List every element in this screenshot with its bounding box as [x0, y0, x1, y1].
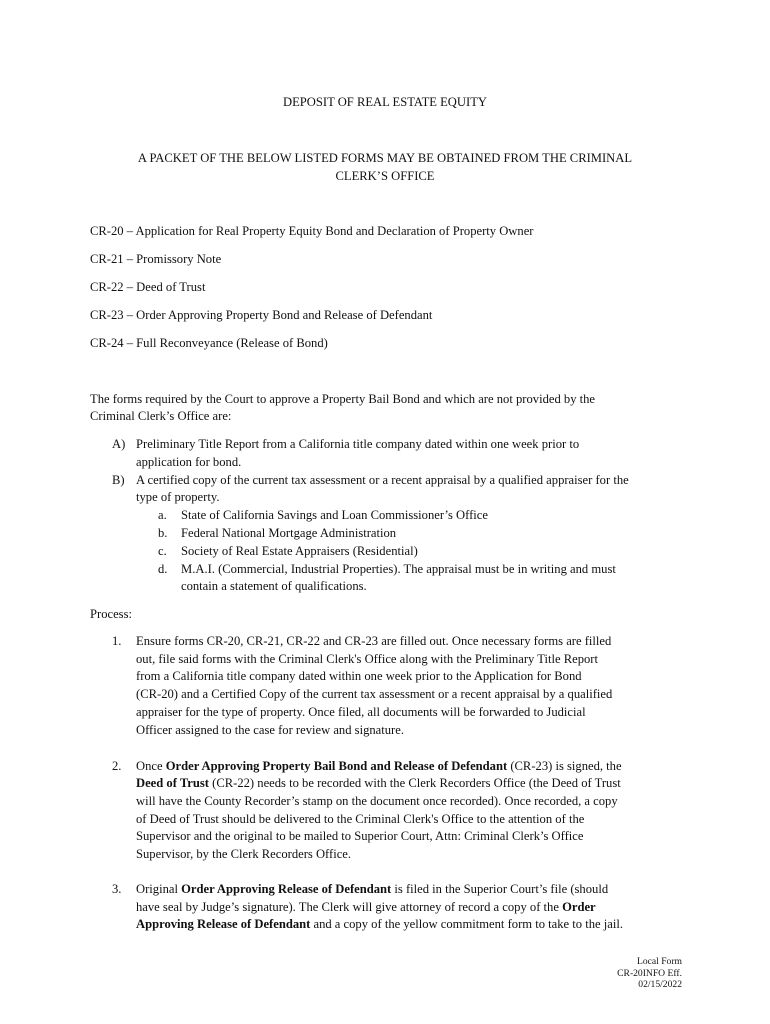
- step-2-line6: Supervisor, by the Clerk Recorders Office.: [136, 847, 352, 861]
- step-1-line6: Officer assigned to the case for review and signature.: [136, 723, 404, 737]
- required-item-a-line2: application for bond.: [136, 455, 242, 469]
- packet-notice-line2: CLERK’S OFFICE: [335, 169, 435, 183]
- order-approving-release-bold: Order Approving Release of Defendant: [181, 882, 392, 896]
- order-approving-bond-bold: Order Approving Property Bail Bond and Release of Defendant: [165, 759, 508, 773]
- step-2-line4: of Deed of Trust should be delivered to the Criminal Clerk's Office to the attention of the: [136, 812, 585, 826]
- required-marker-b: B): [112, 473, 125, 487]
- footer-line3: 02/15/2022: [638, 979, 682, 990]
- required-marker-a: A): [112, 437, 126, 451]
- step-1-line2: out, file said forms with the Criminal Clerk's Office along with the Preliminary Title Report: [136, 652, 598, 666]
- step-1-line1: Ensure forms CR-20, CR-21, CR-22 and CR-23 are filled out. Once necessary forms are filled: [136, 634, 612, 648]
- page-title: DEPOSIT OF REAL ESTATE EQUITY: [283, 95, 487, 109]
- step-3-line1: Original Order Approving Release of Defendant is filed in the Superior Court’s file (should: [136, 882, 609, 896]
- step-3-line3: Approving Release of Defendant and a copy of the yellow commitment form to take to the jail.: [136, 917, 623, 931]
- sub-marker-d: d.: [158, 562, 168, 576]
- footer-line2: CR-20INFO Eff.: [617, 967, 682, 979]
- form-item-cr24: CR-24 – Full Reconveyance (Release of Bond): [90, 336, 328, 350]
- required-item-a-line1: Preliminary Title Report from a California title company dated within one week prior to: [136, 437, 580, 451]
- step-1-line4: (CR-20) and a Certified Copy of the current tax assessment or a recent appraisal by a qualified: [136, 687, 613, 701]
- step-2-line2: Deed of Trust (CR-22) needs to be recorded with the Clerk Recorders Office (the Deed of Trust: [136, 776, 621, 790]
- sub-item-d-line1: M.A.I. (Commercial, Industrial Properties). The appraisal must be in writing and must: [181, 562, 616, 576]
- sub-item-a: State of California Savings and Loan Commissioner’s Office: [181, 508, 488, 522]
- sub-item-b: Federal National Mortgage Administration: [181, 526, 397, 540]
- footer-form-id: [617, 956, 682, 991]
- required-intro-line1: The forms required by the Court to approve a Property Bail Bond and which are not provided by the: [90, 392, 596, 406]
- footer-line1: Local Form: [636, 956, 682, 967]
- step-1-line3: from a California title company dated within one week prior to the Application for Bond: [136, 669, 582, 683]
- step-1-line5: appraiser for the type of property. Once filed, all documents will be forwarded to Judicial: [136, 705, 586, 719]
- deed-of-trust-bold: Deed of Trust: [136, 776, 209, 790]
- required-item-b-line1: A certified copy of the current tax assessment or a recent appraisal by a qualified appraiser for the: [136, 473, 629, 487]
- step-2-line1: Once Order Approving Property Bail Bond and Release of Defendant (CR-23) is signed, the: [136, 759, 622, 773]
- step-1-marker: 1.: [112, 634, 122, 648]
- sub-marker-b: b.: [158, 526, 168, 540]
- form-item-cr22: CR-22 – Deed of Trust: [90, 280, 206, 294]
- process-heading: Process:: [90, 607, 132, 621]
- required-item-b-line2: type of property.: [136, 490, 220, 504]
- step-2-line3: will have the County Recorder’s stamp on the document once recorded). Once recorded, a copy: [136, 794, 618, 808]
- sub-marker-c: c.: [158, 544, 167, 558]
- sub-item-c: Society of Real Estate Appraisers (Residential): [181, 544, 418, 558]
- sub-item-d-line2: contain a statement of qualifications.: [181, 579, 367, 593]
- form-item-cr20: CR-20 – Application for Real Property Equity Bond and Declaration of Property Owner: [90, 224, 534, 238]
- step-2-line5: Supervisor and the original to be mailed to Superior Court, Attn: Criminal Clerk’s Office: [136, 829, 584, 843]
- required-intro-line2: Criminal Clerk’s Office are:: [90, 409, 232, 423]
- step-2-marker: 2.: [112, 759, 122, 773]
- packet-notice-line1: A PACKET OF THE BELOW LISTED FORMS MAY BE OBTAINED FROM THE CRIMINAL: [137, 151, 633, 165]
- form-item-cr23: CR-23 – Order Approving Property Bond and Release of Defendant: [90, 308, 433, 322]
- sub-marker-a: a.: [158, 508, 167, 522]
- form-item-cr21: CR-21 – Promissory Note: [90, 252, 222, 266]
- step-3-line2: have seal by Judge’s signature). The Clerk will give attorney of record a copy of the Order: [136, 900, 596, 914]
- step-3-marker: 3.: [112, 882, 122, 896]
